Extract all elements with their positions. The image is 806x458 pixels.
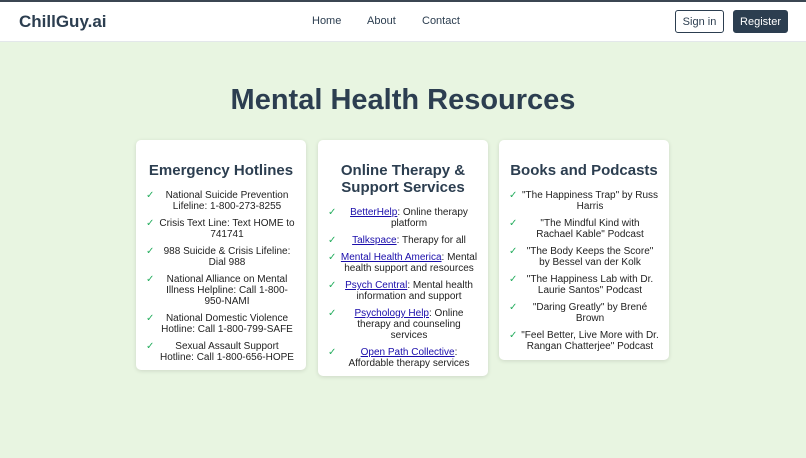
check-icon: ✓ [509,302,518,313]
item-description: : Therapy for all [396,235,466,246]
item-text [340,235,478,246]
list-item [328,235,478,246]
list-item [328,308,478,341]
list-item [509,330,659,352]
nav-home-link[interactable]: Home [312,15,342,27]
list-item [146,190,296,212]
card-title: Books and Podcasts [510,162,658,179]
page-title: Mental Health Resources [230,84,576,116]
logo[interactable]: ChillGuy.ai [19,12,107,31]
list-item [146,218,296,240]
item-text [340,207,478,229]
check-icon: ✓ [146,218,155,229]
mental-health-america-link[interactable]: Mental Health America [340,252,442,263]
item-description: : Mental health information and support [356,280,473,302]
item-description: : Online therapy and counseling services [357,308,464,341]
list-item [146,313,296,335]
list-item [146,274,296,307]
check-icon: ✓ [328,308,337,319]
card-title: Emergency Hotlines [148,162,294,179]
item-text [340,308,478,341]
check-icon: ✓ [509,274,518,285]
psychology-help-link[interactable]: Psychology Help [354,308,429,319]
card-title: Online Therapy & Support Services [340,162,466,196]
item-text: National Suicide Prevention Lifeline: 1-800-273-8255 [165,190,289,212]
check-icon: ✓ [509,246,518,257]
item-description: : Mental health support and resources [344,252,478,274]
list-item [146,246,296,268]
psych-central-link[interactable]: Psych Central [345,280,408,291]
check-icon: ✓ [146,341,155,352]
item-text: Sexual Assault Support Hotline: Call 1-800-656-HOPE [160,341,294,363]
check-icon: ✓ [146,313,155,324]
list-item [509,190,659,212]
online-therapy-card [318,140,488,376]
books-podcasts-card [499,140,669,360]
check-icon: ✓ [328,235,337,246]
list-item [328,207,478,229]
check-icon: ✓ [509,218,518,229]
item-text [340,252,478,274]
item-text: "The Happiness Lab with Dr. Laurie Santos" Podcast [526,274,654,296]
betterhelp-link[interactable]: BetterHelp [350,207,398,218]
item-text: "Feel Better, Live More with Dr. Rangan Chatterjee" Podcast [521,330,659,352]
item-text: Crisis Text Line: Text HOME to 741741 [159,218,295,240]
item-text [340,347,478,369]
item-text: National Alliance on Mental Illness Helpline: Call 1-800-950-NAMI [166,274,288,307]
check-icon: ✓ [328,347,337,358]
item-text: 988 Suicide & Crisis Lifeline: Dial 988 [163,246,291,268]
check-icon: ✓ [146,246,155,257]
item-text: "The Body Keeps the Score" by Bessel van der Kolk [526,246,654,268]
register-button[interactable]: Register [733,10,788,33]
sign-in-button[interactable]: Sign in [675,10,724,33]
emergency-hotlines-card [136,140,306,370]
item-text: "The Mindful Kind with Rachael Kable" Podcast [536,218,644,240]
resource-list [146,190,296,363]
nav-about-link[interactable]: About [367,15,396,27]
check-icon: ✓ [146,274,155,285]
resource-list [509,190,659,352]
check-icon: ✓ [509,190,518,201]
list-item [509,218,659,240]
item-text: National Domestic Violence Hotline: Call 1-800-799-SAFE [161,313,293,335]
list-item [328,347,478,369]
resource-list [328,207,478,369]
list-item [328,252,478,274]
list-item [509,274,659,296]
site-header [0,2,806,42]
check-icon: ✓ [328,207,337,218]
item-description: : Online therapy platform [390,207,468,229]
list-item [509,246,659,268]
item-text: "The Happiness Trap" by Russ Harris [521,190,659,212]
talkspace-link[interactable]: Talkspace [352,235,397,246]
item-description: : Affordable therapy services [348,347,470,369]
item-text: "Daring Greatly" by Brené Brown [532,302,648,324]
check-icon: ✓ [328,280,337,291]
list-item [509,302,659,324]
check-icon: ✓ [146,190,155,201]
item-text [340,280,478,302]
list-item [328,280,478,302]
list-item [146,341,296,363]
check-icon: ✓ [509,330,518,341]
open-path-collective-link[interactable]: Open Path Collective [360,347,455,358]
nav-contact-link[interactable]: Contact [422,15,460,27]
check-icon: ✓ [328,252,337,263]
